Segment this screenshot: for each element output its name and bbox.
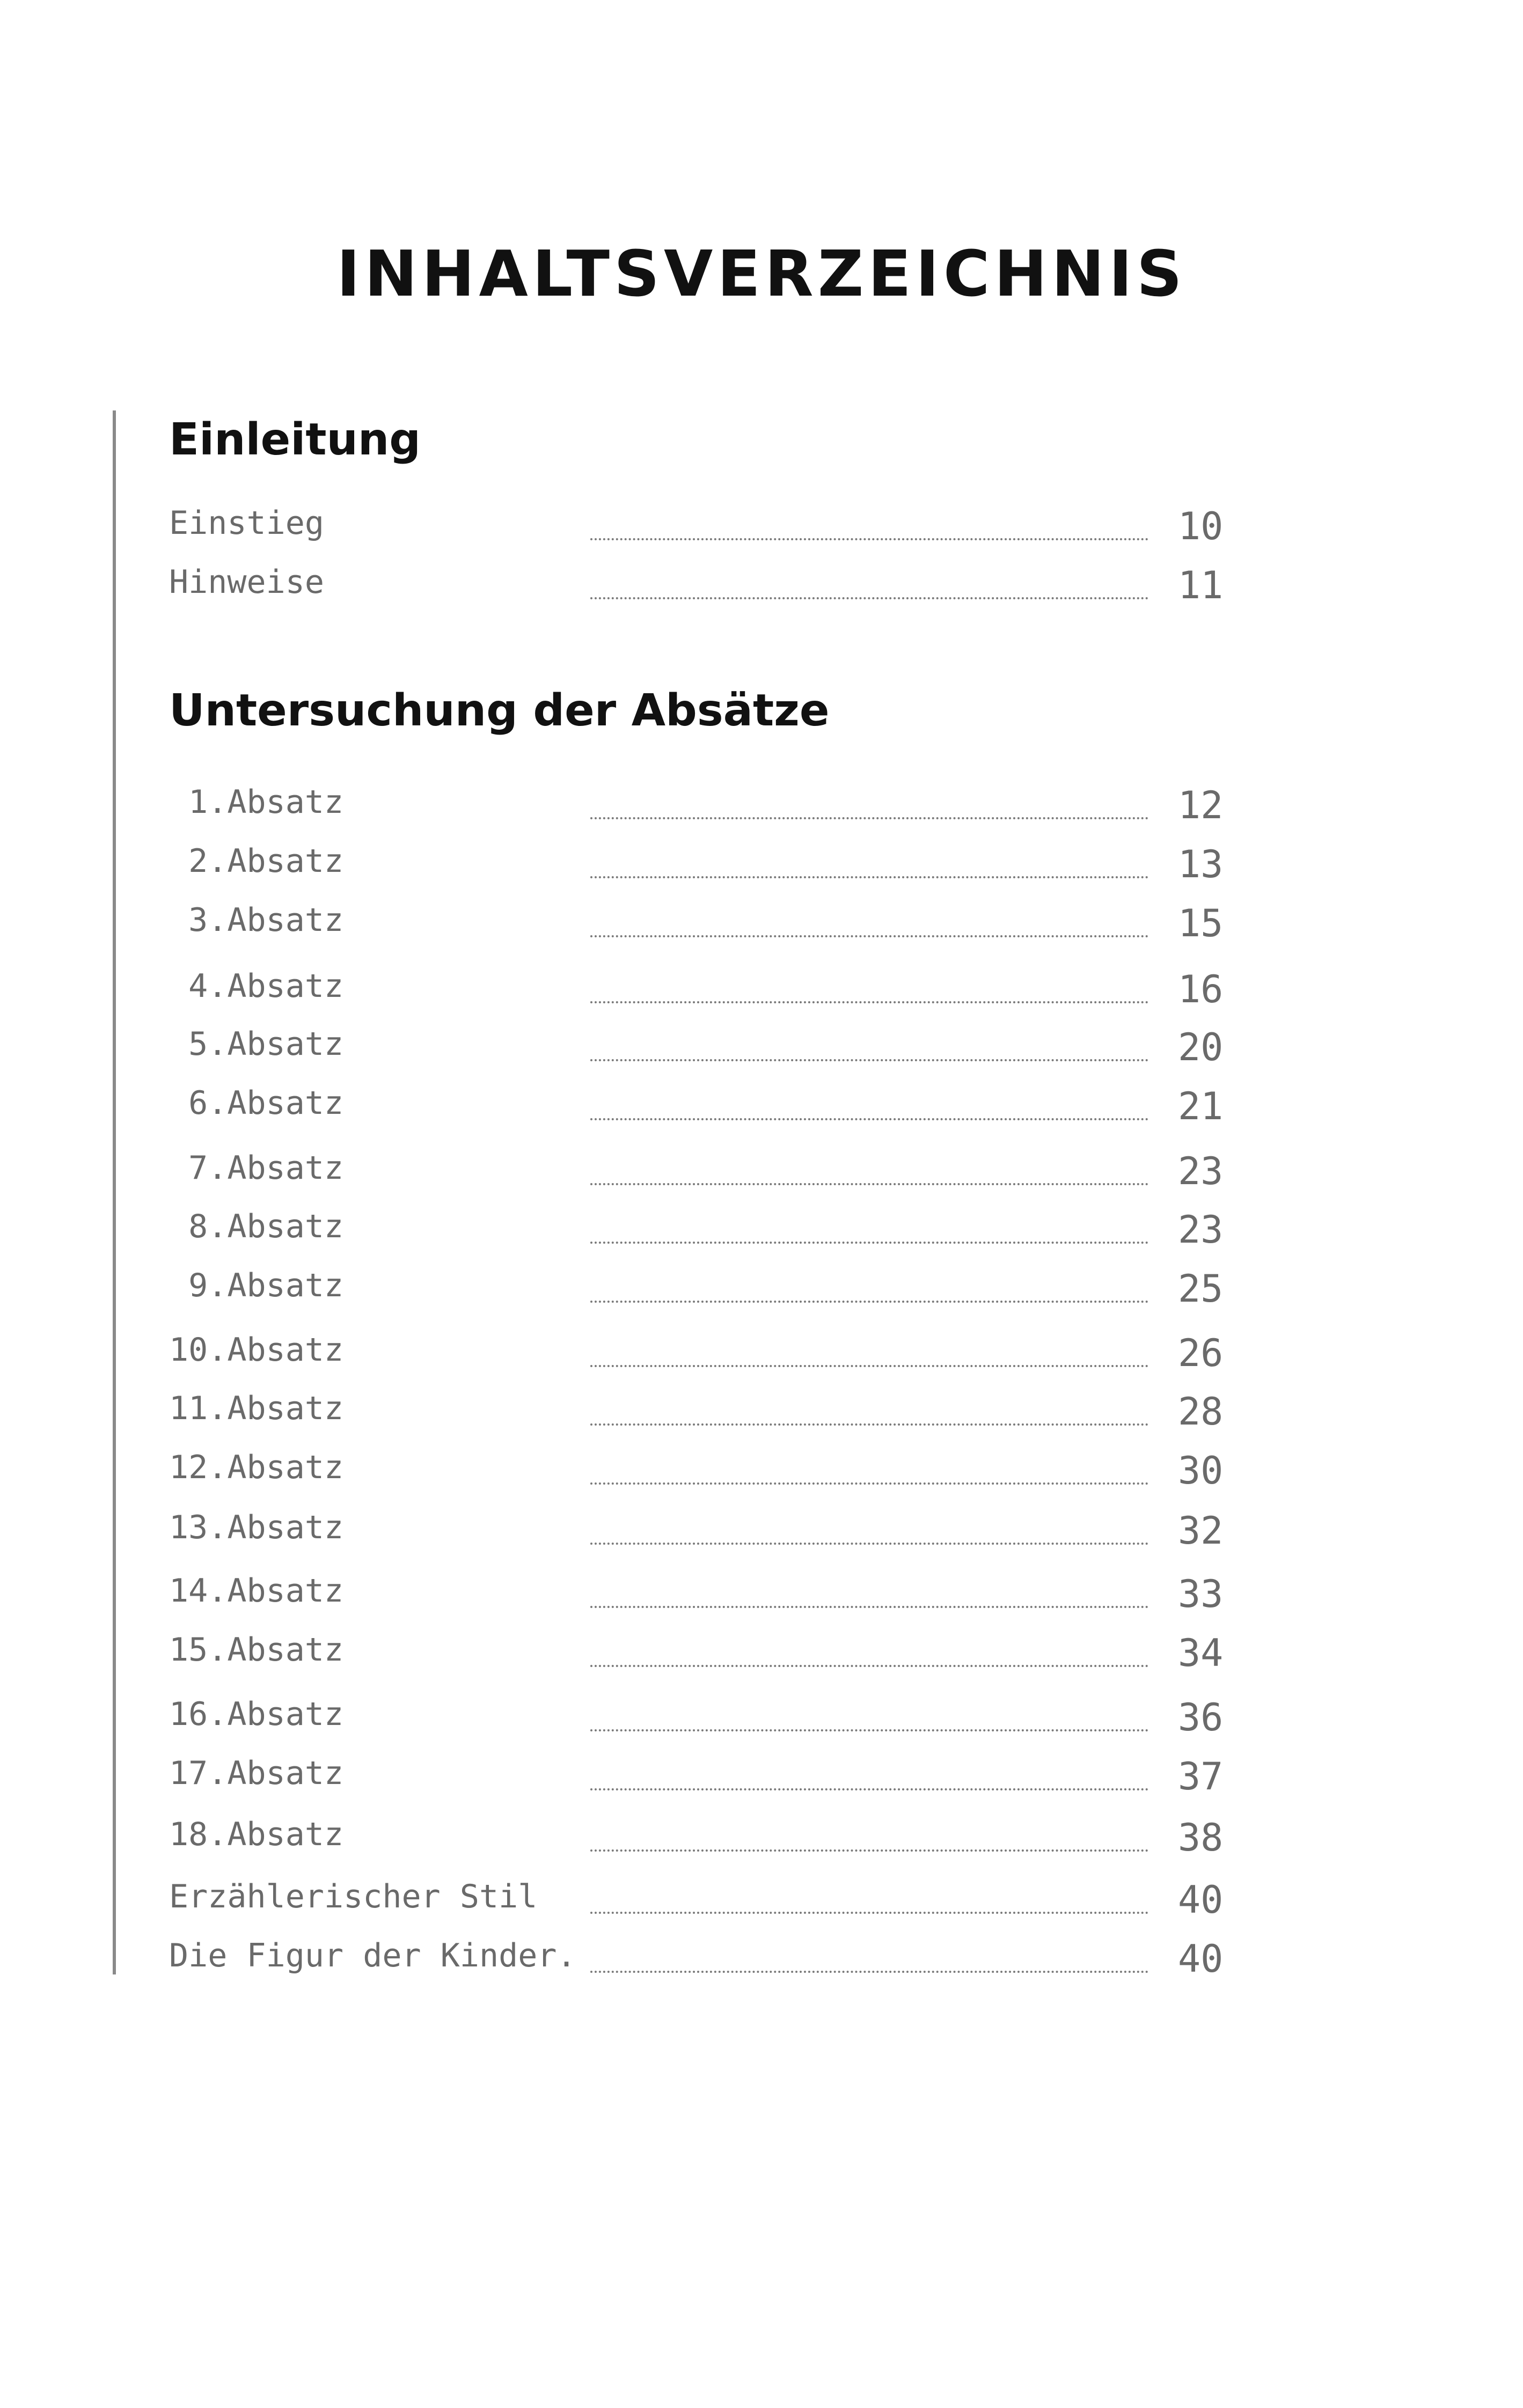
dot-leader [590,1001,1148,1003]
toc-entry-label: 9.Absatz [169,1267,344,1304]
toc-entry-label: 4.Absatz [169,967,344,1005]
toc-entry-label: 3.Absatz [169,901,344,939]
toc-entry[interactable] [0,1264,1523,1318]
toc-entry-page: 25 [1178,1267,1224,1311]
toc-entry[interactable] [0,1506,1523,1560]
toc-entry-label: Die Figur der Kinder. [169,1937,576,1974]
toc-entry[interactable] [0,1147,1523,1200]
dot-leader [590,1482,1148,1485]
dot-leader [590,1365,1148,1367]
dot-leader [590,538,1148,540]
dot-leader [590,1543,1148,1545]
dot-leader [590,876,1148,878]
toc-entry-label: Einstieg [169,504,324,542]
toc-entry-page: 36 [1178,1695,1224,1739]
toc-entry[interactable] [0,781,1523,834]
toc-entry-label: 10.Absatz [169,1331,344,1369]
dot-leader [590,1729,1148,1731]
toc-entry[interactable] [0,1328,1523,1382]
toc-entry[interactable] [0,965,1523,1018]
toc-entry-page: 21 [1178,1084,1224,1128]
toc-entry-page: 37 [1178,1754,1224,1798]
toc-entry-label: 7.Absatz [169,1149,344,1187]
toc-entry-page: 40 [1178,1937,1224,1981]
toc-entry-label: 11.Absatz [169,1390,344,1427]
toc-entry[interactable] [0,1205,1523,1259]
toc-entry-label: 16.Absatz [169,1695,344,1733]
dot-leader [590,597,1148,599]
dot-leader [590,817,1148,819]
dot-leader [590,1183,1148,1185]
toc-entry-page: 12 [1178,783,1224,827]
toc-entry-page: 40 [1178,1878,1224,1922]
dot-leader [590,1849,1148,1852]
toc-entry-page: 13 [1178,842,1224,886]
toc-entry-label: 1.Absatz [169,783,344,821]
toc-entry[interactable] [0,1082,1523,1135]
dot-leader [590,1118,1148,1120]
toc-entry[interactable] [0,840,1523,893]
dot-leader [590,1059,1148,1061]
dot-leader [590,1301,1148,1303]
dot-leader [590,1912,1148,1914]
toc-entry-page: 11 [1178,563,1224,607]
toc-entry-label: 15.Absatz [169,1631,344,1669]
dot-leader [590,1788,1148,1790]
toc-entry-label: Erzählerischer Stil [169,1878,538,1915]
dot-leader [590,1606,1148,1608]
toc-entry[interactable] [0,1387,1523,1441]
section-heading-einleitung: Einleitung [169,414,421,465]
toc-entry-page: 16 [1178,967,1224,1011]
toc-entry-page: 20 [1178,1025,1224,1069]
dot-leader [590,935,1148,937]
toc-entry-label: 2.Absatz [169,842,344,880]
toc-entry-page: 10 [1178,504,1224,548]
toc-entry-label: 8.Absatz [169,1208,344,1245]
toc-entry-page: 33 [1178,1572,1224,1616]
toc-entry-label: Hinweise [169,563,324,601]
toc-entry-page: 26 [1178,1331,1224,1375]
toc-entry[interactable] [0,899,1523,952]
toc-entry-page: 15 [1178,901,1224,945]
toc-entry-label: 6.Absatz [169,1084,344,1122]
toc-entry[interactable] [0,1813,1523,1867]
dot-leader [590,1242,1148,1244]
page-title: INHALTSVERZEICHNIS [336,237,1187,311]
toc-entry-page: 23 [1178,1149,1224,1193]
toc-entry-page: 34 [1178,1631,1224,1675]
toc-entry[interactable] [0,1875,1523,1929]
toc-entry[interactable] [0,1628,1523,1682]
toc-entry-page: 32 [1178,1509,1224,1553]
dot-leader [590,1971,1148,1973]
dot-leader [590,1665,1148,1667]
toc-entry-page: 30 [1178,1449,1224,1493]
toc-entry[interactable] [0,1693,1523,1746]
toc-entry[interactable] [0,1934,1523,1988]
toc-entry[interactable] [0,1023,1523,1076]
section-heading-untersuchung: Untersuchung der Absätze [169,685,830,736]
dot-leader [590,1423,1148,1426]
toc-entry-label: 17.Absatz [169,1754,344,1792]
toc-entry-page: 23 [1178,1208,1224,1252]
toc-entry[interactable] [0,1569,1523,1623]
toc-entry-label: 12.Absatz [169,1449,344,1486]
toc-entry-page: 38 [1178,1816,1224,1860]
toc-entry-label: 13.Absatz [169,1509,344,1546]
toc-entry-label: 5.Absatz [169,1025,344,1063]
toc-entry[interactable] [0,1752,1523,1805]
toc-entry[interactable] [0,561,1523,614]
toc-entry[interactable] [0,1446,1523,1500]
toc-entry-page: 28 [1178,1390,1224,1434]
toc-entry-label: 18.Absatz [169,1816,344,1853]
toc-entry[interactable] [0,502,1523,555]
toc-entry-label: 14.Absatz [169,1572,344,1610]
